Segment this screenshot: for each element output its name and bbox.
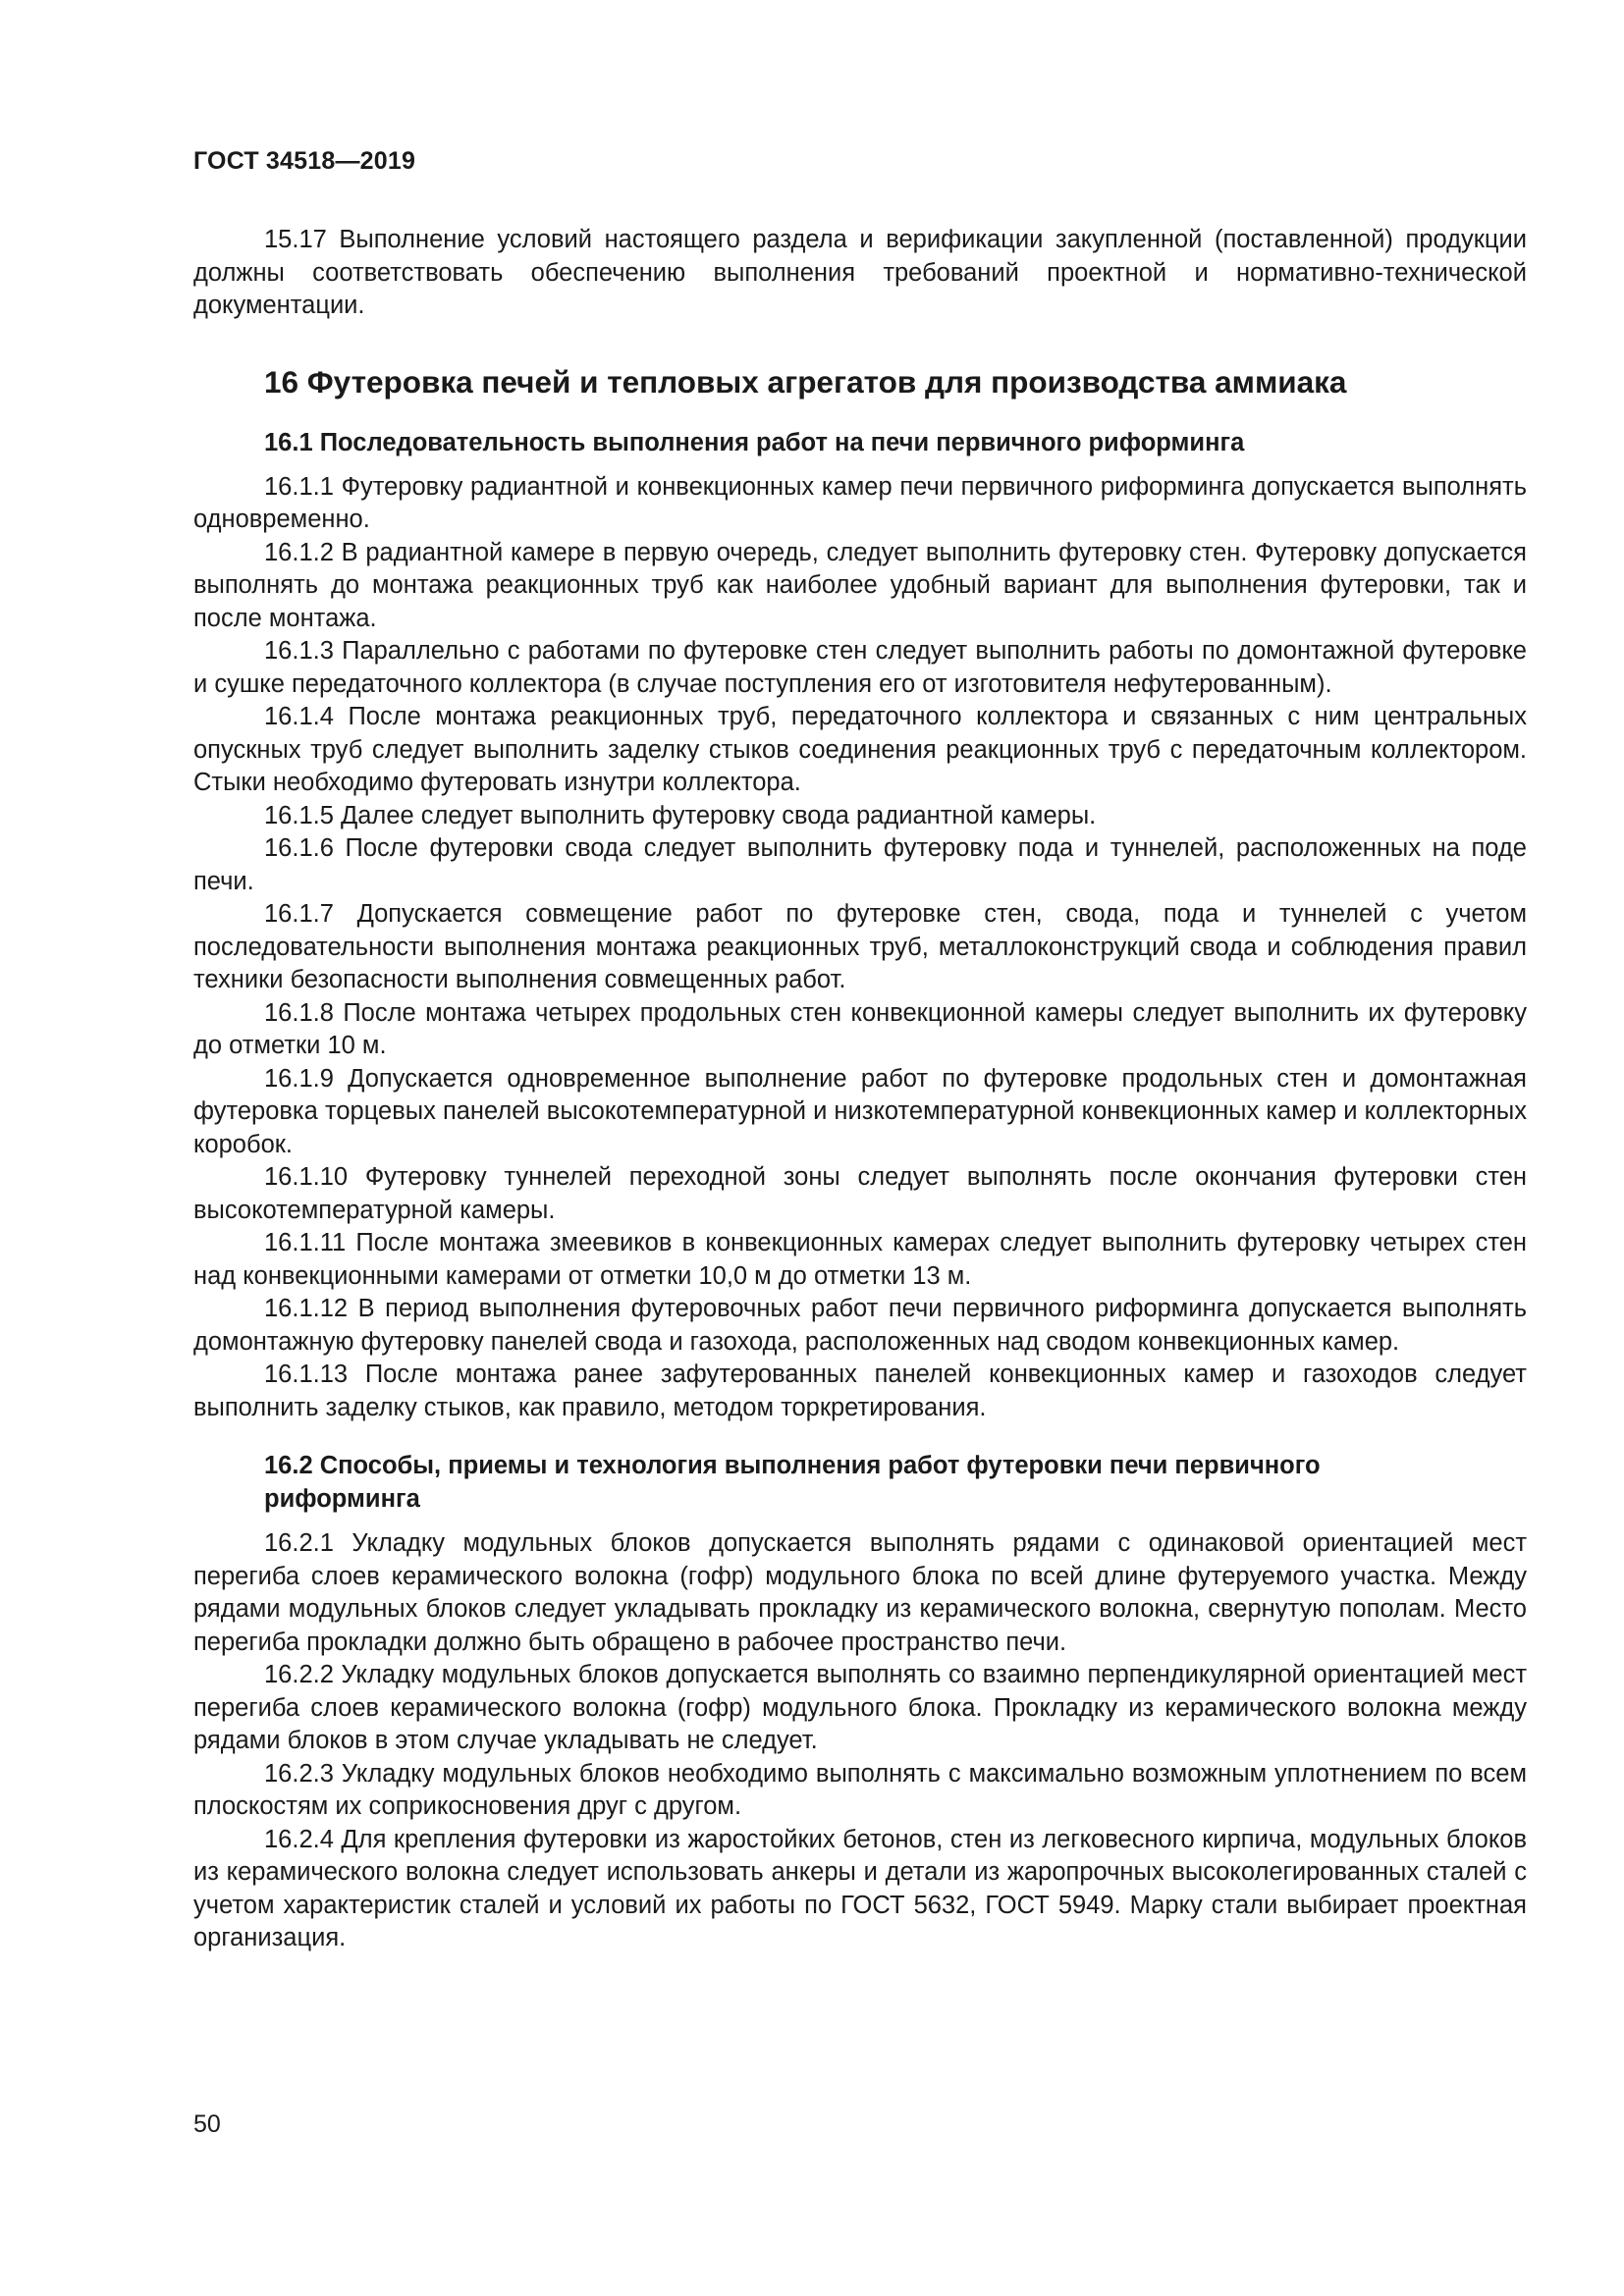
paragraph-16-2-1: 16.2.1 Укладку модульных блоков допускается выполнять рядами с одинаковой ориентацией мест перегиба слоев керамического волокна (гофр) модульного блока по всей длине футеруемого участка. Между рядами модульных блоков следует укладывать прокладку из керамического волокна, свернутую пополам. Место перегиба прокладки должно быть обращено в рабочее пространство печи. <box>193 1529 1527 1656</box>
document-code-header: ГОСТ 34518—2019 <box>193 147 416 175</box>
paragraph-16-1-1: 16.1.1 Футеровку радиантной и конвекционных камер печи первичного риформинга допускается выполнять одновременно. <box>193 472 1527 533</box>
paragraph-16-1-3: 16.1.3 Параллельно с работами по футеровке стен следует выполнить работы по домонтажной футеровке и сушке передаточного коллектора (в случае поступления его от изготовителя нефутерованным). <box>193 637 1527 698</box>
paragraph-16-1-13: 16.1.13 После монтажа ранее зафутерованных панелей конвекционных камер и газоходов следует выполнить заделку стыков, как правило, методом торкретирования. <box>193 1361 1527 1421</box>
paragraph-16-1-6: 16.1.6 После футеровки свода следует выполнить футеровку пода и туннелей, расположенных на поде печи. <box>193 834 1527 895</box>
section-16-heading: 16 Футеровка печей и тепловых агрегатов для производства аммиака <box>264 363 1347 400</box>
paragraph-15-17: 15.17 Выполнение условий настоящего раздела и верификации закупленной (поставленной) продукции должны соответствовать обеспечению выполнения требований проектной и нормативно-технической документации. <box>193 226 1527 319</box>
paragraph-16-1-10: 16.1.10 Футеровку туннелей переходной зоны следует выполнять после окончания футеровки стен высокотемпературной камеры. <box>193 1163 1527 1224</box>
paragraph-16-1-2: 16.1.2 В радиантной камере в первую очередь, следует выполнить футеровку стен. Футеровку допускается выполнять до монтажа реакционных труб как наиболее удобный вариант для выполнения футеровки, так и после монтажа. <box>193 538 1527 632</box>
paragraph-16-1-4: 16.1.4 После монтажа реакционных труб, передаточного коллектора и связанных с ним центральных опускных труб следует выполнить заделку стыков соединения реакционных труб с передаточным коллектором. Стыки необходимо футеровать изнутри коллектора. <box>193 703 1527 796</box>
paragraph-16-1-11: 16.1.11 После монтажа змеевиков в конвекционных камерах следует выполнить футеровку четырех стен над конвекционными камерами от отметки 10,0 м до отметки 13 м. <box>193 1229 1527 1290</box>
paragraph-16-1-5: 16.1.5 Далее следует выполнить футеровку свода радиантной камеры. <box>264 801 1097 829</box>
paragraph-16-2-3: 16.2.3 Укладку модульных блоков необходимо выполнять с максимально возможным уплотнением по всем плоскостям их соприкосновения друг с другом. <box>193 1759 1527 1820</box>
paragraph-16-1-7: 16.1.7 Допускается совмещение работ по футеровке стен, свода, пода и туннелей с учетом последовательности выполнения монтажа реакционных труб, металлоконструкций свода и соблюдения правил техники безопасности выполнения совмещенных работ. <box>193 900 1527 993</box>
page-number: 50 <box>193 2110 221 2138</box>
paragraph-16-2-4: 16.2.4 Для крепления футеровки из жаростойких бетонов, стен из легковесного кирпича, модульных блоков из керамического волокна следует использовать анкеры и детали из жаропрочных высоколегированных сталей с учетом характеристик сталей и условий их работы по ГОСТ 5632, ГОСТ 5949. Марку стали выбирает проектная организация. <box>193 1825 1527 1951</box>
page-content <box>193 224 1527 1955</box>
paragraph-16-1-12: 16.1.12 В период выполнения футеровочных работ печи первичного риформинга допускается выполнять домонтажную футеровку панелей свода и газохода, расположенных над сводом конвекционных камер. <box>193 1295 1527 1356</box>
paragraph-16-2-2: 16.2.2 Укладку модульных блоков допускается выполнять со взаимно перпендикулярной ориентацией мест перегиба слоев керамического волокна (гофр) модульного блока. Прокладку из керамического волокна между рядами блоков в этом случае укладывать не следует. <box>193 1661 1527 1754</box>
paragraph-16-1-9: 16.1.9 Допускается одновременное выполнение работ по футеровке продольных стен и домонтажная футеровка торцевых панелей высокотемпературной и низкотемпературной конвекционных камер и коллекторных коробок. <box>193 1064 1527 1158</box>
subsection-16-1-heading: 16.1 Последовательность выполнения работ на печи первичного риформинга <box>264 428 1245 456</box>
paragraph-16-1-8: 16.1.8 После монтажа четырех продольных стен конвекционной камеры следует выполнить их футеровку до отметки 10 м. <box>193 998 1527 1059</box>
subsection-16-2-heading: 16.2 Способы, приемы и технология выполнения работ футеровки печи первичного риформинга <box>264 1452 1321 1513</box>
